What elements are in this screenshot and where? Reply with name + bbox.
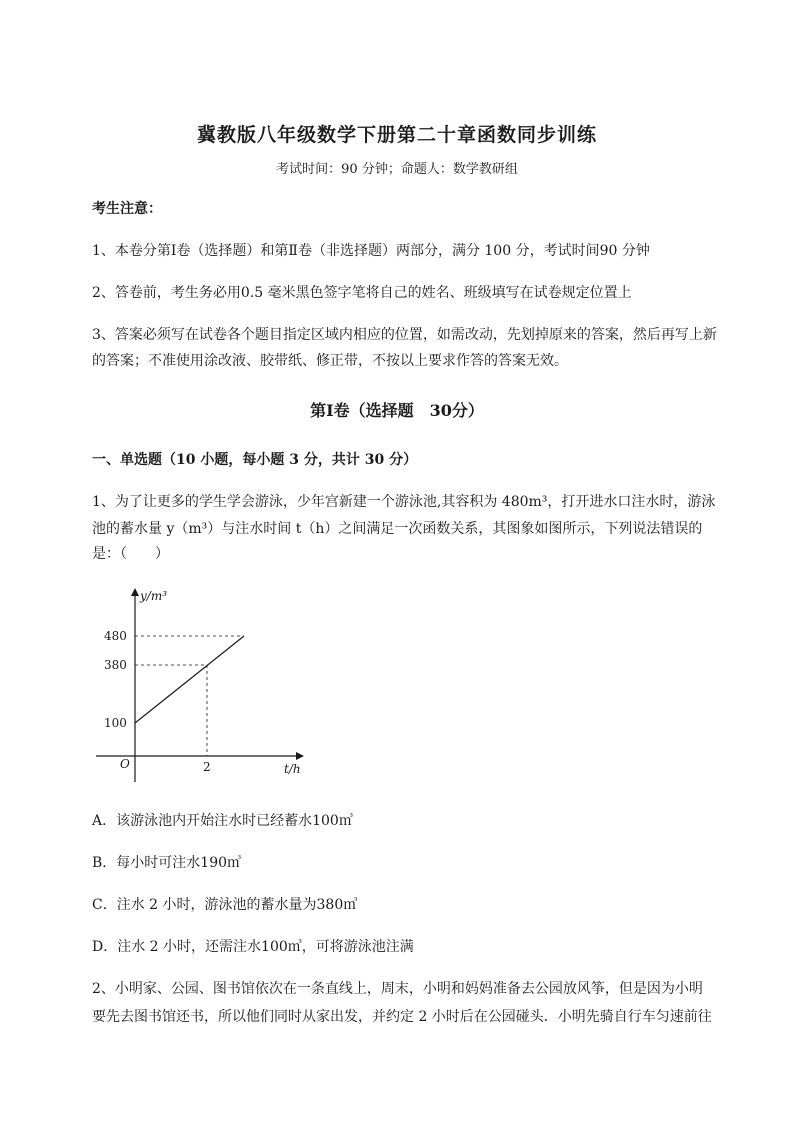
- y-tick-100: 100: [104, 716, 127, 730]
- question-1-line-2: 池的蓄水量 y（m³）与注水时间 t（h）之间满足一次函数关系，其图象如图所示，下列说法错误的: [92, 521, 703, 537]
- y-tick-480: 480: [104, 629, 127, 643]
- notice-item-2: 2、答卷前，考生务必用0.5 毫米黑色签字笔将自己的姓名、班级填写在试卷规定位置上: [92, 285, 632, 301]
- notice-item-3-line-1: 3、答案必须写在试卷各个题目指定区域内相应的位置，如需改动，先划掉原来的答案，然后再写上新: [92, 327, 717, 343]
- origin-label: O: [120, 757, 130, 771]
- notice-heading: 考生注意：: [92, 201, 162, 217]
- notice-item-3-line-2: 的答案；不准使用涂改液、胶带纸、修正带，不按以上要求作答的答案无效。: [92, 353, 568, 369]
- option-d: D．注水 2 小时，还需注水100㎥，可将游泳池注满: [92, 939, 414, 955]
- part-1-title: 第Ⅰ卷（选择题 30分）: [310, 401, 484, 420]
- question-1-line-1: 1、为了让更多的学生学会游泳，少年宫新建一个游泳池,其容积为 480m³，打开进水口注水时，游泳: [92, 494, 716, 510]
- question-1-line-3: 是：（ ）: [92, 546, 169, 562]
- y-axis-arrow: [131, 588, 139, 596]
- exam-subtitle: 考试时间：90 分钟；命题人：数学教研组: [276, 162, 518, 177]
- y-axis-label: y/m³: [140, 589, 168, 603]
- y-tick-380: 380: [104, 658, 127, 672]
- question-2-line-1: 2、小明家、公园、图书馆依次在一条直线上，周末，小明和妈妈准备去公园放风筝，但是因为小明: [92, 981, 703, 997]
- section-heading: 一、单选题（10 小题，每小题 3 分，共计 30 分）: [92, 452, 418, 468]
- x-tick-2: 2: [203, 760, 211, 774]
- exam-title: 冀教版八年级数学下册第二十章函数同步训练: [196, 124, 597, 146]
- x-axis-label: t/h: [284, 762, 301, 776]
- option-b: B．每小时可注水190㎥: [92, 855, 242, 871]
- x-axis-arrow: [296, 752, 304, 760]
- notice-item-1: 1、本卷分第Ⅰ卷（选择题）和第Ⅱ卷（非选择题）两部分，满分 100 分，考试时间90 分钟: [92, 243, 650, 259]
- option-c: C．注水 2 小时，游泳池的蓄水量为380㎥: [92, 897, 358, 913]
- function-line: [135, 636, 244, 723]
- option-a: A．该游泳池内开始注水时已经蓄水100㎥: [92, 813, 353, 829]
- function-graph: [88, 582, 318, 782]
- question-2-line-2: 要先去图书馆还书，所以他们同时从家出发，并约定 2 小时后在公园碰头．小明先骑自行车匀速前往: [92, 1009, 712, 1025]
